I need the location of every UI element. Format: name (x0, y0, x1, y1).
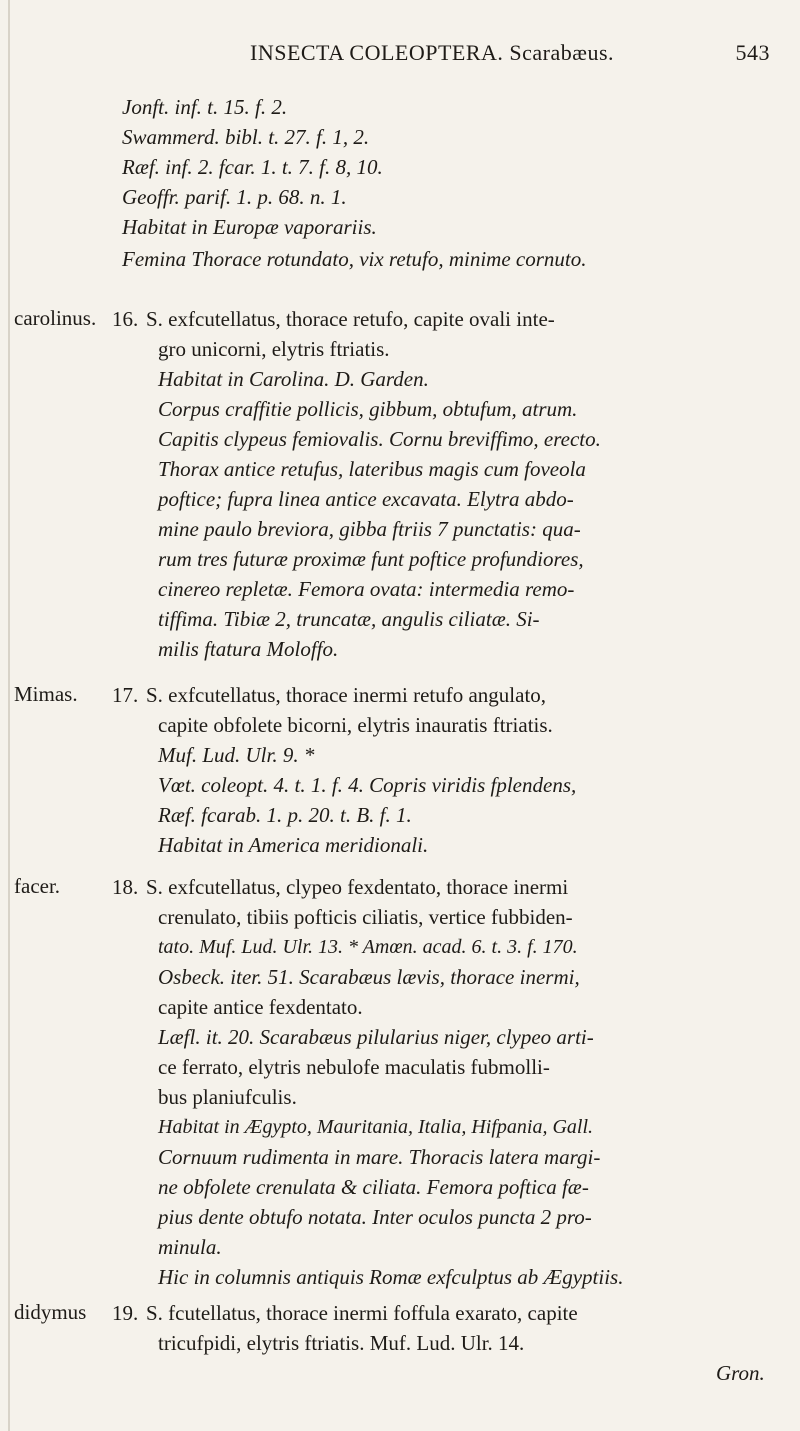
description-line: Corpus craffitie pollicis, gibbum, obtufum, atrum. (158, 397, 578, 421)
reference-line: tato. Muf. Lud. Ulr. 13. * Amœn. acad. 6. t. 3. f. 170. (158, 936, 578, 958)
diagnosis-line: S. exfcutellatus, thorace inermi retufo angulato, (146, 683, 547, 707)
description-line: rum tres futuræ proximæ funt poftice profundiores, (158, 547, 584, 571)
header-title: INSECTA COLEOPTERA. Scarabæus. (250, 40, 615, 65)
diagnosis-line: capite obfolete bicorni, elytris inauratis ftriatis. (158, 713, 553, 737)
diagnosis-line: gro unicorni, elytris ftriatis. (158, 337, 390, 361)
description-line: Femina Thorace rotundato, vix retufo, minime cornuto. (122, 247, 587, 271)
diagnosis-line: tricufpidi, elytris ftriatis. Muf. Lud. Ulr. 14. (158, 1331, 525, 1355)
running-header (250, 40, 770, 66)
diagnosis-line: S. exfcutellatus, thorace retufo, capite ovali inte- (146, 307, 555, 331)
description-line: tiffima. Tibiæ 2, truncatæ, angulis ciliatæ. Si- (158, 607, 540, 631)
species-margin-name: Mimas. (14, 682, 78, 706)
description-line: Thorax antice retufus, lateribus magis cum foveola (158, 457, 586, 481)
reference-line: Muf. Lud. Ulr. 9. * (158, 743, 315, 767)
species-number: 16. (112, 307, 139, 331)
reference-line: Læfl. it. 20. Scarabæus pilularius niger, clypeo arti- (158, 1025, 594, 1049)
reference-line: ce ferrato, elytris nebulofe maculatis fubmolli- (158, 1055, 550, 1079)
diagnosis-line: S. exfcutellatus, clypeo fexdentato, thorace inermi (146, 875, 569, 899)
page-number: 543 (735, 40, 770, 65)
species-number: 18. (112, 875, 139, 899)
species-margin-name: carolinus. (14, 306, 97, 330)
description-line: pius dente obtufo notata. Inter oculos puncta 2 pro- (158, 1205, 592, 1229)
description-line: minula. (158, 1235, 222, 1259)
reference-line: Geoffr. parif. 1. p. 68. n. 1. (122, 185, 347, 209)
catchword: Gron. (716, 1361, 765, 1385)
species-number: 19. (112, 1301, 139, 1325)
habitat-line: Habitat in Ægypto, Mauritania, Italia, Hifpania, Gall. (158, 1116, 593, 1138)
species-margin-name: facer. (14, 874, 61, 898)
species-margin-name: didymus (14, 1300, 87, 1324)
reference-line: Ræf. inf. 2. fcar. 1. t. 7. f. 8, 10. (122, 155, 383, 179)
reference-line: Osbeck. iter. 51. Scarabæus lævis, thorace inermi, (158, 965, 580, 989)
reference-line: Jonft. inf. t. 15. f. 2. (122, 95, 288, 119)
habitat-line: Habitat in America meridionali. (158, 833, 429, 857)
description-line: milis ftatura Moloffo. (158, 637, 339, 661)
habitat-line: Habitat in Europæ vaporariis. (122, 215, 377, 239)
description-line: Cornuum rudimenta in mare. Thoracis latera margi- (158, 1145, 601, 1169)
description-line: poftice; fupra linea antice excavata. Elytra abdo- (158, 487, 574, 511)
reference-line: bus planiufculis. (158, 1085, 297, 1109)
description-line: cinereo repletæ. Femora ovata: intermedia remo- (158, 577, 575, 601)
species-number: 17. (112, 683, 139, 707)
description-line: Capitis clypeus femiovalis. Cornu breviffimo, erecto. (158, 427, 601, 451)
reference-line: capite antice fexdentato. (158, 995, 363, 1019)
page-fold-shadow (8, 0, 10, 1431)
diagnosis-line: crenulato, tibiis pofticis ciliatis, vertice fubbiden- (158, 905, 573, 929)
description-line: mine paulo breviora, gibba ftriis 7 punctatis: qua- (158, 517, 581, 541)
reference-line: Vœt. coleopt. 4. t. 1. f. 4. Copris viridis fplendens, (158, 773, 577, 797)
reference-line: Ræf. fcarab. 1. p. 20. t. B. f. 1. (158, 803, 412, 827)
reference-line: Swammerd. bibl. t. 27. f. 1, 2. (122, 125, 370, 149)
description-line: Hic in columnis antiquis Romæ exfculptus ab Ægyptiis. (158, 1265, 624, 1289)
habitat-line: Habitat in Carolina. D. Garden. (158, 367, 429, 391)
diagnosis-line: S. fcutellatus, thorace inermi foffula exarato, capite (146, 1301, 578, 1325)
description-line: ne obfolete crenulata & ciliata. Femora poftica fæ- (158, 1175, 589, 1199)
